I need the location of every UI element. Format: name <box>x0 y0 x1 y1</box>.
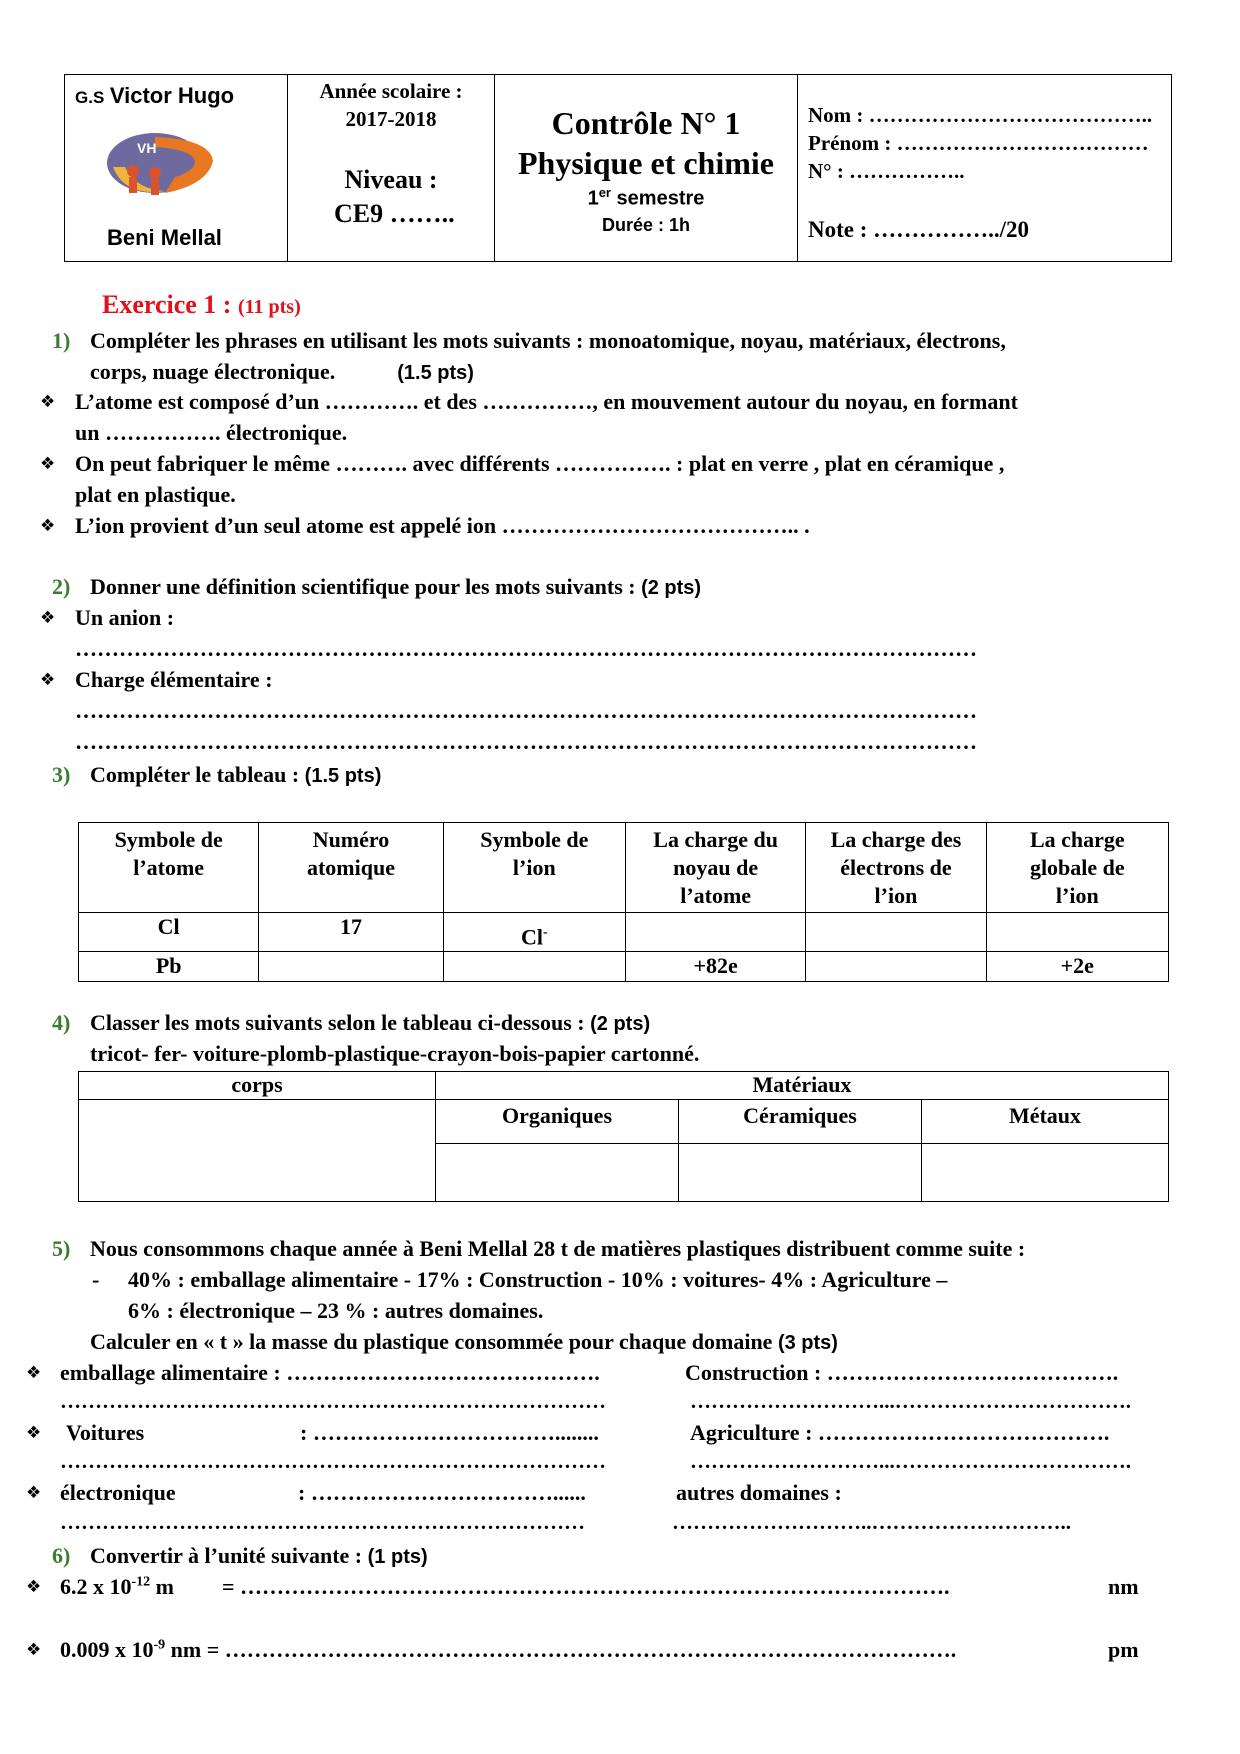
q1-text-line1: Compléter les phrases en utilisant les mots suivants : monoatomique, noyau, matériaux, électrons, <box>90 328 1006 353</box>
q4-number: 4) <box>52 1010 71 1035</box>
col-header: La charge du noyau de l’atome <box>625 823 805 913</box>
atom-table <box>78 822 1169 982</box>
col-materiaux: Matériaux <box>436 1072 1169 1100</box>
bullet-icon: ❖ <box>26 1640 42 1660</box>
q6-number: 6) <box>52 1543 71 1568</box>
bullet-icon: ❖ <box>40 608 56 628</box>
nom-field[interactable]: Nom : ………………………………….. <box>808 103 1153 127</box>
cell[interactable] <box>986 913 1168 952</box>
col-metaux: Métaux <box>922 1100 1169 1144</box>
q1-number: 1) <box>52 328 71 353</box>
q2-item-anion: Un anion : <box>75 605 175 630</box>
col-organiques: Organiques <box>436 1100 679 1144</box>
cell[interactable] <box>259 952 443 982</box>
cell[interactable] <box>625 913 805 952</box>
cell: +2e <box>986 952 1168 982</box>
bullet-icon: ❖ <box>26 1423 42 1443</box>
q1-text-line2: corps, nuage électronique. (1.5 pts) <box>90 359 474 384</box>
q5-text: Nous consommons chaque année à Beni Mellal 28 t de matières plastiques distribuent comme suite : <box>90 1236 1026 1261</box>
q2-answer-line[interactable]: …………………………………………………………………………………………………………… <box>75 698 977 723</box>
level-value: CE9 …….. <box>334 199 455 228</box>
answer-line[interactable]: …………………………………………………………………… <box>60 1449 606 1473</box>
q5-dist-line1: 40% : emballage alimentaire - 17% : Construction - 10% : voitures- 4% : Agriculture – <box>128 1267 948 1292</box>
metaux-answer-cell[interactable] <box>922 1144 1169 1202</box>
conversion-1: 6.2 x $10^{-12}$ m <box>60 1574 174 1599</box>
cell: +82e <box>625 952 805 982</box>
cell: Cl- <box>443 913 625 952</box>
corps-answer-cell[interactable] <box>79 1100 436 1202</box>
q5-calc: Calculer en « t » la masse du plastique consommée pour chaque domaine (3 pts) <box>90 1329 838 1354</box>
school-cell <box>65 75 288 261</box>
q2-item-charge: Charge élémentaire : <box>75 667 273 692</box>
svg-text:VH: VH <box>137 140 157 156</box>
domain-agriculture[interactable]: Agriculture : …………………………………. <box>690 1420 1110 1445</box>
q3-text: Compléter le tableau : (1.5 pts) <box>90 762 382 787</box>
col-ceramiques: Céramiques <box>679 1100 922 1144</box>
col-corps: corps <box>79 1072 436 1100</box>
cell[interactable] <box>806 952 986 982</box>
answer-line[interactable]: ………………………..……………………….. <box>672 1510 1071 1534</box>
q5-number: 5) <box>52 1236 71 1261</box>
year-value: 2017-2018 <box>345 107 437 131</box>
q1-bullet3: L’ion provient d’un seul atome est appelé ion ………………………………….. . <box>75 513 810 538</box>
classification-table <box>78 1071 1169 1202</box>
cell[interactable] <box>806 913 986 952</box>
ceramiques-answer-cell[interactable] <box>679 1144 922 1202</box>
domain-voitures-answer[interactable]: : ……………………………........ <box>300 1420 599 1445</box>
table-row <box>79 952 1169 982</box>
q1-bullet1-line1: L’atome est composé d’un …………. et des ……………, en mouvement autour du noyau, en formant <box>75 389 1018 414</box>
domain-emballage[interactable]: emballage alimentaire : ……………………………………. <box>60 1360 600 1385</box>
domain-autres: autres domaines : <box>676 1480 842 1505</box>
domain-voitures: Voitures <box>66 1420 145 1445</box>
q2-text: Donner une définition scientifique pour les mots suivants : (2 pts) <box>90 574 702 599</box>
col-header: Numéro atomique <box>259 823 443 913</box>
bullet-icon: ❖ <box>26 1483 42 1503</box>
q4-words: tricot- fer- voiture-plomb-plastique-crayon-bois-papier cartonné. <box>90 1041 700 1066</box>
domain-construction[interactable]: Construction : …………………………………. <box>685 1360 1119 1385</box>
student-cell <box>798 75 1170 261</box>
school-logo <box>95 127 245 207</box>
conversion-2-unit: pm <box>1108 1637 1139 1662</box>
year-cell <box>288 75 495 261</box>
col-header: Symbole de l’ion <box>443 823 625 913</box>
q5-dash: - <box>92 1267 100 1292</box>
bullet-icon: ❖ <box>26 1363 42 1383</box>
school-name: G.S Victor Hugo <box>75 83 235 108</box>
conversion-2[interactable]: 0.009 x $10^{-9}$ nm = ………………………………………………………………………………………. <box>60 1637 957 1662</box>
title-cell <box>495 75 798 261</box>
conversion-1-answer[interactable]: = ……………………………………………………………………………………. <box>222 1574 950 1599</box>
bullet-icon: ❖ <box>40 516 56 536</box>
answer-line[interactable]: ………………………...……………………………. <box>690 1449 1131 1473</box>
q2-answer-line[interactable]: …………………………………………………………………………………………………………… <box>75 729 977 754</box>
page-title: Contrôle N° 1 <box>551 105 741 141</box>
duration: Durée : 1h <box>601 215 691 235</box>
q1-bullet1-line2: un ……………. électronique. <box>75 420 348 445</box>
prenom-field[interactable]: Prénom : ……………………………… <box>808 131 1149 155</box>
q4-text: Classer les mots suivants selon le tableau ci-dessous : (2 pts) <box>90 1010 651 1035</box>
header-box <box>64 74 1172 262</box>
table-row <box>79 913 1169 952</box>
school-city: Beni Mellal <box>107 225 222 250</box>
numero-field[interactable]: N° : …………….. <box>808 159 965 183</box>
cell: 17 <box>259 913 443 952</box>
q5-dist-line2: 6% : électronique – 23 % : autres domaines. <box>128 1298 544 1323</box>
answer-line[interactable]: ………………………...……………………………. <box>690 1389 1131 1413</box>
col-header: Symbole de l’atome <box>79 823 259 913</box>
bullet-icon: ❖ <box>40 392 56 412</box>
bullet-icon: ❖ <box>26 1577 42 1597</box>
subject-title: Physique et chimie <box>518 145 774 181</box>
note-field[interactable]: Note : ……………../20 <box>808 217 1030 242</box>
atom-table-header <box>79 823 1169 913</box>
bullet-icon: ❖ <box>40 454 56 474</box>
col-header: La charge globale de l’ion <box>986 823 1168 913</box>
answer-line[interactable]: ………………………………………………………………… <box>60 1510 585 1534</box>
exercise-title: Exercice 1 : (11 pts) <box>102 290 301 319</box>
domain-electronique: électronique <box>60 1480 176 1505</box>
q1-bullet2-line1: On peut fabriquer le même ………. avec différents ……………. : plat en verre , plat en céramique , <box>75 451 1005 476</box>
bullet-icon: ❖ <box>40 670 56 690</box>
level-label: Niveau : <box>344 165 438 194</box>
q6-text: Convertir à l’unité suivante : (1 pts) <box>90 1543 428 1568</box>
q1-bullet2-line2: plat en plastique. <box>75 482 236 507</box>
col-header: La charge des électrons de l’ion <box>806 823 986 913</box>
q2-number: 2) <box>52 574 71 599</box>
cell: Pb <box>79 952 259 982</box>
organiques-answer-cell[interactable] <box>436 1144 679 1202</box>
year-label: Année scolaire : <box>319 79 463 103</box>
q3-number: 3) <box>52 762 71 787</box>
cell: Cl <box>79 913 259 952</box>
cell[interactable] <box>443 952 625 982</box>
domain-electronique-answer[interactable]: : ……………………………...... <box>298 1480 586 1505</box>
q2-answer-line[interactable]: …………………………………………………………………………………………………………… <box>75 636 977 661</box>
conversion-1-unit: nm <box>1108 1574 1139 1599</box>
semester: 1er semestre <box>587 185 705 210</box>
answer-line[interactable]: …………………………………………………………………… <box>60 1389 606 1413</box>
